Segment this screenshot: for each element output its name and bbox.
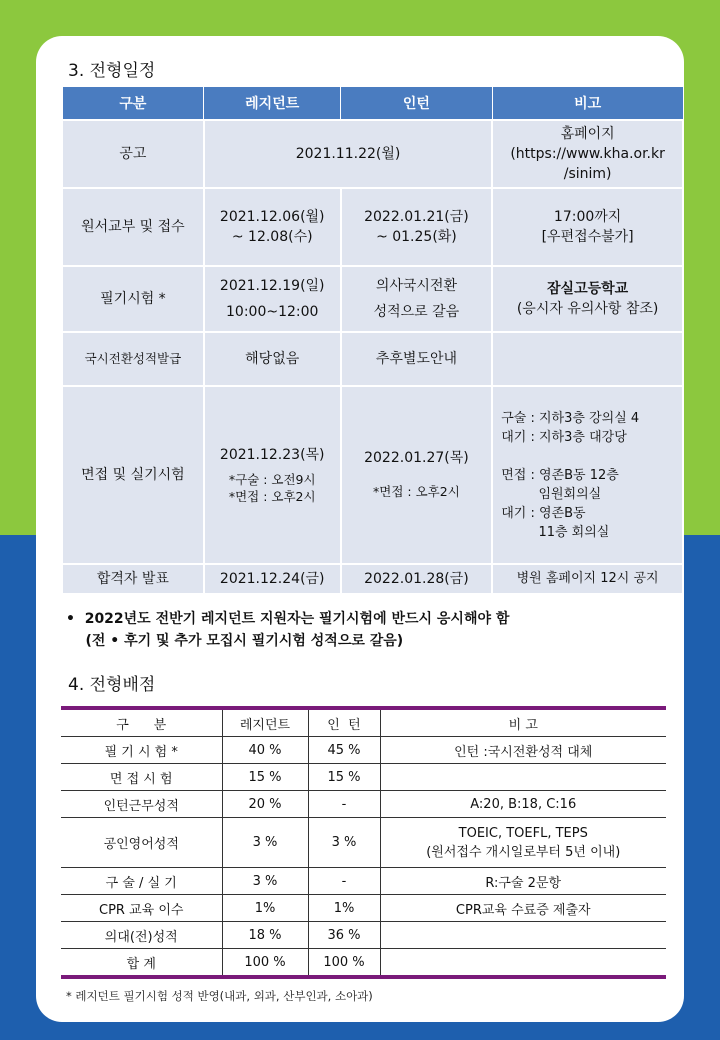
score-header-cell: 비 고 bbox=[380, 708, 666, 737]
score-cell: 공인영어성적 bbox=[61, 818, 222, 868]
score-cell: 100 % bbox=[308, 949, 380, 978]
score-cell: 40 % bbox=[222, 737, 308, 764]
score-row bbox=[61, 895, 666, 922]
score-row bbox=[61, 868, 666, 895]
header-note: 비고 bbox=[492, 87, 683, 121]
header-intern: 인턴 bbox=[341, 87, 493, 121]
score-cell: CPR 교육 이수 bbox=[61, 895, 222, 922]
interview-resident bbox=[204, 386, 341, 564]
label-result: 합격자 발표 bbox=[62, 564, 204, 594]
score-issue-intern: 추후별도안내 bbox=[341, 332, 493, 386]
score-cell: 18 % bbox=[222, 922, 308, 949]
score-cell: TOEIC, TOEFL, TEPS (원서접수 개시일로부터 5년 이내) bbox=[380, 818, 666, 868]
score-cell bbox=[380, 764, 666, 791]
score-row bbox=[61, 949, 666, 978]
score-cell: R:구술 2문항 bbox=[380, 868, 666, 895]
score-row bbox=[61, 922, 666, 949]
label-written-exam: 필기시험 * bbox=[62, 266, 204, 332]
score-cell: 의대(전)성적 bbox=[61, 922, 222, 949]
header-category: 구분 bbox=[62, 87, 204, 121]
score-cell: 3 % bbox=[222, 868, 308, 895]
score-cell: 인턴 :국시전환성적 대체 bbox=[380, 737, 666, 764]
row-announcement-result bbox=[62, 564, 683, 594]
schedule-header-row bbox=[62, 87, 683, 121]
label-score-issue: 국시전환성적발급 bbox=[62, 332, 204, 386]
score-header-cell: 레지던트 bbox=[222, 708, 308, 737]
written-exam-resident: 2021.12.19(일) 10:00~12:00 bbox=[204, 266, 341, 332]
result-resident: 2021.12.24(금) bbox=[204, 564, 341, 594]
interview-note: 구술 : 지하3층 강의실 4 대기 : 지하3층 대강당 면접 : 영존B동 12층 임원회의실 대기 : 영존B동 11층 회의실 bbox=[492, 386, 683, 564]
exam-venue-note: (응시자 유의사항 참조) bbox=[516, 301, 659, 317]
schedule-table bbox=[61, 86, 684, 595]
score-cell: 3 % bbox=[308, 818, 380, 868]
row-score-issue bbox=[62, 332, 683, 386]
score-row bbox=[61, 764, 666, 791]
row-announcement bbox=[62, 120, 683, 188]
score-row bbox=[61, 818, 666, 868]
score-cell: 구 술 / 실 기 bbox=[61, 868, 222, 895]
score-cell: 15 % bbox=[222, 764, 308, 791]
score-cell: 36 % bbox=[308, 922, 380, 949]
score-cell: 1% bbox=[308, 895, 380, 922]
label-announcement: 공고 bbox=[62, 120, 204, 188]
written-exam-intern: 의사국시전환 성적으로 갈음 bbox=[341, 266, 493, 332]
row-written-exam bbox=[62, 266, 683, 332]
interview-intern bbox=[341, 386, 493, 564]
score-cell: 20 % bbox=[222, 791, 308, 818]
application-resident: 2021.12.06(월) ~ 12.08(수) bbox=[204, 188, 341, 266]
score-row bbox=[61, 737, 666, 764]
score-row bbox=[61, 791, 666, 818]
interview-intern-detail: *면접 : 오후2시 bbox=[373, 484, 460, 499]
score-issue-note bbox=[492, 332, 683, 386]
score-cell: 1% bbox=[222, 895, 308, 922]
score-cell: 100 % bbox=[222, 949, 308, 978]
interview-resident-detail: *구술 : 오전9시 *면접 : 오후2시 bbox=[228, 472, 316, 504]
interview-intern-date: 2022.01.27(목) bbox=[364, 450, 469, 466]
application-intern: 2022.01.21(금) ~ 01.25(화) bbox=[341, 188, 493, 266]
score-header-cell: 구 분 bbox=[61, 708, 222, 737]
score-cell bbox=[380, 922, 666, 949]
exam-venue: 잠실고등학교 bbox=[547, 281, 629, 297]
score-header-row bbox=[61, 708, 666, 737]
score-header-cell: 인 턴 bbox=[308, 708, 380, 737]
score-cell: 45 % bbox=[308, 737, 380, 764]
notice-line-1: • 2022년도 전반기 레지던트 지원자는 필기시험에 반드시 응시해야 함 bbox=[66, 611, 510, 627]
row-application bbox=[62, 188, 683, 266]
score-cell: A:20, B:18, C:16 bbox=[380, 791, 666, 818]
score-cell: 면 접 시 험 bbox=[61, 764, 222, 791]
result-note: 병원 홈페이지 12시 공지 bbox=[492, 564, 683, 594]
label-interview: 면접 및 실기시험 bbox=[62, 386, 204, 564]
footnote: * 레지던트 필기시험 성적 반영(내과, 외과, 산부인과, 소아과) bbox=[66, 989, 373, 1003]
written-exam-note bbox=[492, 266, 683, 332]
result-intern: 2022.01.28(금) bbox=[341, 564, 493, 594]
label-application: 원서교부 및 접수 bbox=[62, 188, 204, 266]
score-cell: 합 계 bbox=[61, 949, 222, 978]
announcement-note: 홈페이지 (https://www.kha.or.kr /sinim) bbox=[492, 120, 683, 188]
score-cell: 필 기 시 험 * bbox=[61, 737, 222, 764]
announcement-date: 2021.11.22(월) bbox=[204, 120, 492, 188]
application-note: 17:00까지 [우편접수불가] bbox=[492, 188, 683, 266]
section3-title: 3. 전형일정 bbox=[68, 61, 156, 81]
header-resident: 레지던트 bbox=[204, 87, 341, 121]
score-cell: - bbox=[308, 868, 380, 895]
score-cell: CPR교육 수료증 제출자 bbox=[380, 895, 666, 922]
score-cell: 15 % bbox=[308, 764, 380, 791]
score-cell: 3 % bbox=[222, 818, 308, 868]
interview-resident-date: 2021.12.23(목) bbox=[219, 447, 325, 463]
notice-line-2: (전 • 후기 및 추가 모집시 필기시험 성적으로 갈음) bbox=[66, 633, 404, 649]
score-cell: 인턴근무성적 bbox=[61, 791, 222, 818]
score-cell bbox=[380, 949, 666, 978]
score-cell: - bbox=[308, 791, 380, 818]
section4-title: 4. 전형배점 bbox=[68, 675, 156, 695]
row-interview bbox=[62, 386, 683, 564]
score-table bbox=[61, 706, 666, 979]
notice bbox=[66, 608, 509, 652]
score-issue-resident: 해당없음 bbox=[204, 332, 341, 386]
